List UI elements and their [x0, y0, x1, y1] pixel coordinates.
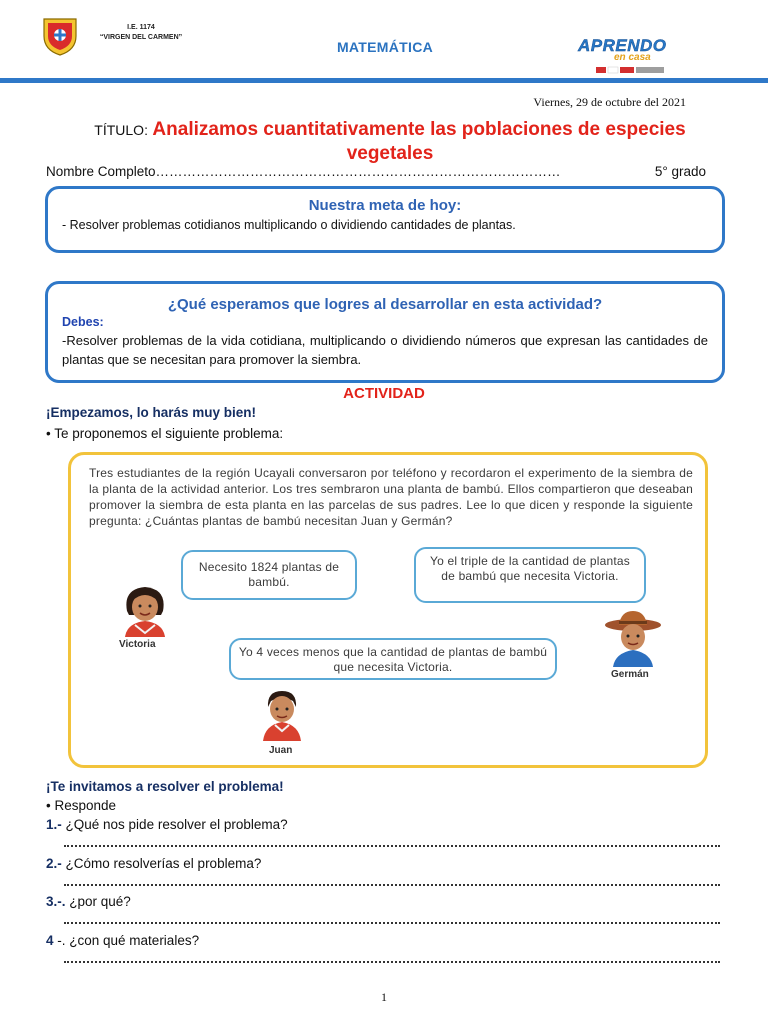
subject-title: MATEMÁTICA	[336, 39, 434, 55]
expectation-box	[45, 281, 725, 383]
logo-main-text: APRENDO	[578, 36, 667, 55]
goal-box	[45, 186, 725, 253]
aprendo-en-casa-logo	[576, 36, 688, 78]
answer-line-1[interactable]	[64, 845, 720, 847]
question-text: -. ¿con qué materiales?	[53, 933, 200, 948]
speech-bubble-german: Yo el triple de la cantidad de plantas de bambú que necesita Victoria.	[414, 547, 646, 603]
logo-sub-text: en casa	[614, 52, 651, 63]
expectation-text: -Resolver problemas de la vida cotidiana, multiplicando o dividiendo números que expresan las cantidades de plantas que se necesitan para promover la siembra.	[62, 333, 708, 367]
question-text: ¿Cómo resolverías el problema?	[61, 856, 262, 871]
title-label: TÍTULO:	[94, 122, 148, 138]
school-name	[86, 23, 196, 43]
worksheet-title	[60, 118, 720, 166]
responde-label: • Responde	[46, 798, 117, 813]
header-rule	[0, 78, 768, 83]
goal-heading: Nuestra meta de hoy:	[308, 197, 462, 214]
expectation-heading: ¿Qué esperamos que logres al desarrollar en esta actividad?	[167, 296, 603, 313]
solve-heading: ¡Te invitamos a resolver el problema!	[46, 779, 284, 794]
activity-intro: ¡Empezamos, lo harás muy bien!	[46, 405, 257, 420]
name-row	[46, 164, 706, 179]
problem-story: Tres estudiantes de la región Ucayali conversaron por teléfono y recordaron el experimento de la siembra de la planta de la actividad anterior. Los tres sembraron una planta de bambú. Ellos compartieron que deseaban promover la siembra de esta planta en las parcelas de sus padres. Lee lo que dicen y responde la siguiente pregunta: ¿Cuántas plantas de bambú necesitan Juan y Germán?	[89, 466, 693, 528]
question-3	[46, 894, 131, 909]
question-4	[46, 933, 199, 948]
victoria-illustration	[117, 583, 173, 637]
question-text: ¿Qué nos pide resolver el problema?	[61, 817, 288, 832]
question-number: 2.-	[46, 856, 62, 871]
german-name: Germán	[611, 669, 649, 680]
school-code: I.E. 1174	[127, 24, 155, 31]
activity-heading: ACTIVIDAD	[343, 385, 425, 402]
answer-line-4[interactable]	[64, 961, 720, 963]
answer-line-2[interactable]	[64, 884, 720, 886]
question-1	[46, 817, 288, 832]
school-crest-logo	[40, 16, 80, 56]
activity-proposal: • Te proponemos el siguiente problema:	[46, 426, 284, 441]
page-number: 1	[381, 990, 387, 1004]
school-motto: “VIRGEN DEL CARMEN”	[99, 34, 183, 41]
date: Viernes, 29 de octubre del 2021	[533, 95, 686, 109]
grade-label: 5° grado	[654, 164, 706, 179]
problem-frame	[68, 452, 708, 768]
juan-name: Juan	[269, 745, 293, 756]
question-number: 3.-.	[46, 894, 66, 909]
question-text: ¿por qué?	[65, 894, 131, 909]
question-number: 1.-	[46, 817, 62, 832]
victoria-name: Victoria	[119, 639, 156, 650]
question-2	[46, 856, 261, 871]
speech-bubble-victoria: Necesito 1824 plantas de bambú.	[181, 550, 357, 600]
answer-line-3[interactable]	[64, 922, 720, 924]
title-text: Analizamos cuantitativamente las poblaciones de especies vegetales	[152, 119, 686, 164]
full-name-field[interactable]: Nombre Completo………………………………………………………………………………	[46, 164, 561, 179]
debes-label: Debes:	[62, 315, 104, 329]
ministry-flag-icon	[596, 66, 666, 74]
goal-text: - Resolver problemas cotidianos multiplicando o dividiendo cantidades de plantas.	[62, 218, 516, 232]
speech-bubble-juan: Yo 4 veces menos que la cantidad de plantas de bambú que necesita Victoria.	[229, 638, 557, 680]
juan-illustration	[257, 687, 307, 741]
german-illustration	[603, 609, 663, 667]
question-number: 4	[46, 933, 54, 948]
